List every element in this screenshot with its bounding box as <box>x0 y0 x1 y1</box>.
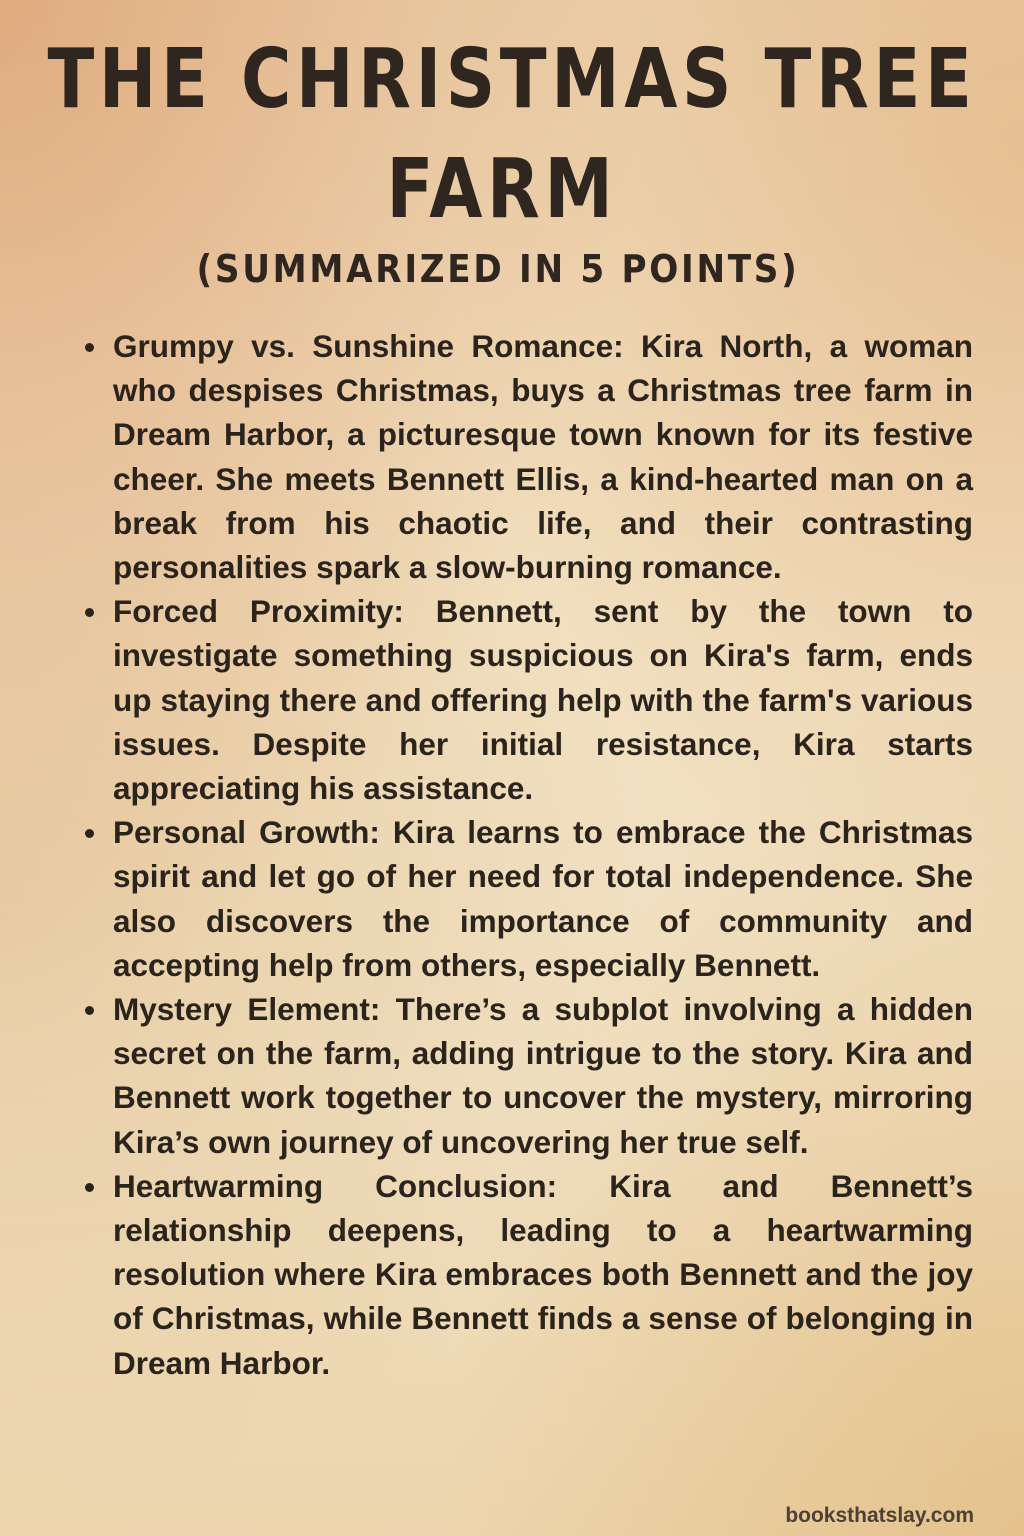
bullet-icon <box>85 343 94 352</box>
summary-point <box>83 987 973 1164</box>
bullet-icon <box>85 829 94 838</box>
watermark: booksthatslay.com <box>785 1504 974 1527</box>
summary-point <box>83 324 973 589</box>
summary-point <box>83 1164 973 1385</box>
page-subtitle: (SUMMARIZED IN 5 POINTS) <box>196 247 800 291</box>
summary-point <box>83 810 973 987</box>
bullet-icon <box>85 608 94 617</box>
summary-point-text: Grumpy vs. Sunshine Romance: Kira North, a woman who despises Christmas, buys a Christmas tree farm in Dream Harbor, a picturesque town known for its festive cheer. She meets Bennett Ellis, a kind-hearted man on a break from his chaotic life, and their contrasting personalities spark a slow-burning romance. <box>113 328 973 586</box>
summary-points-list <box>83 324 973 1385</box>
bullet-icon <box>85 1006 94 1015</box>
summary-point-text: Heartwarming Conclusion: Kira and Bennett’s relationship deepens, leading to a heartwarming resolution where Kira embraces both Bennett and the joy of Christmas, while Bennett finds a sense of belonging in Dream Harbor. <box>113 1167 973 1381</box>
bullet-icon <box>85 1183 94 1192</box>
page-title-line-2: FARM <box>386 142 618 237</box>
summary-point-text: Mystery Element: There’s a subplot involving a hidden secret on the farm, adding intrigue to the story. Kira and Bennett work together to uncover the mystery, mirroring Kira’s own journey of uncovering her true self. <box>113 991 973 1160</box>
page-title-line-1: THE CHRISTMAS TREE <box>47 32 977 127</box>
summary-point-text: Forced Proximity: Bennett, sent by the town to investigate something suspicious on Kira's farm, ends up staying there and offering help with the farm's various issues. Despite her initial resistance, Kira starts appreciating his assistance. <box>113 593 973 807</box>
summary-point-text: Personal Growth: Kira learns to embrace the Christmas spirit and let go of her need for total independence. She also discovers the importance of community and accepting help from others, especially Bennett. <box>113 814 973 983</box>
summary-point <box>83 589 973 810</box>
